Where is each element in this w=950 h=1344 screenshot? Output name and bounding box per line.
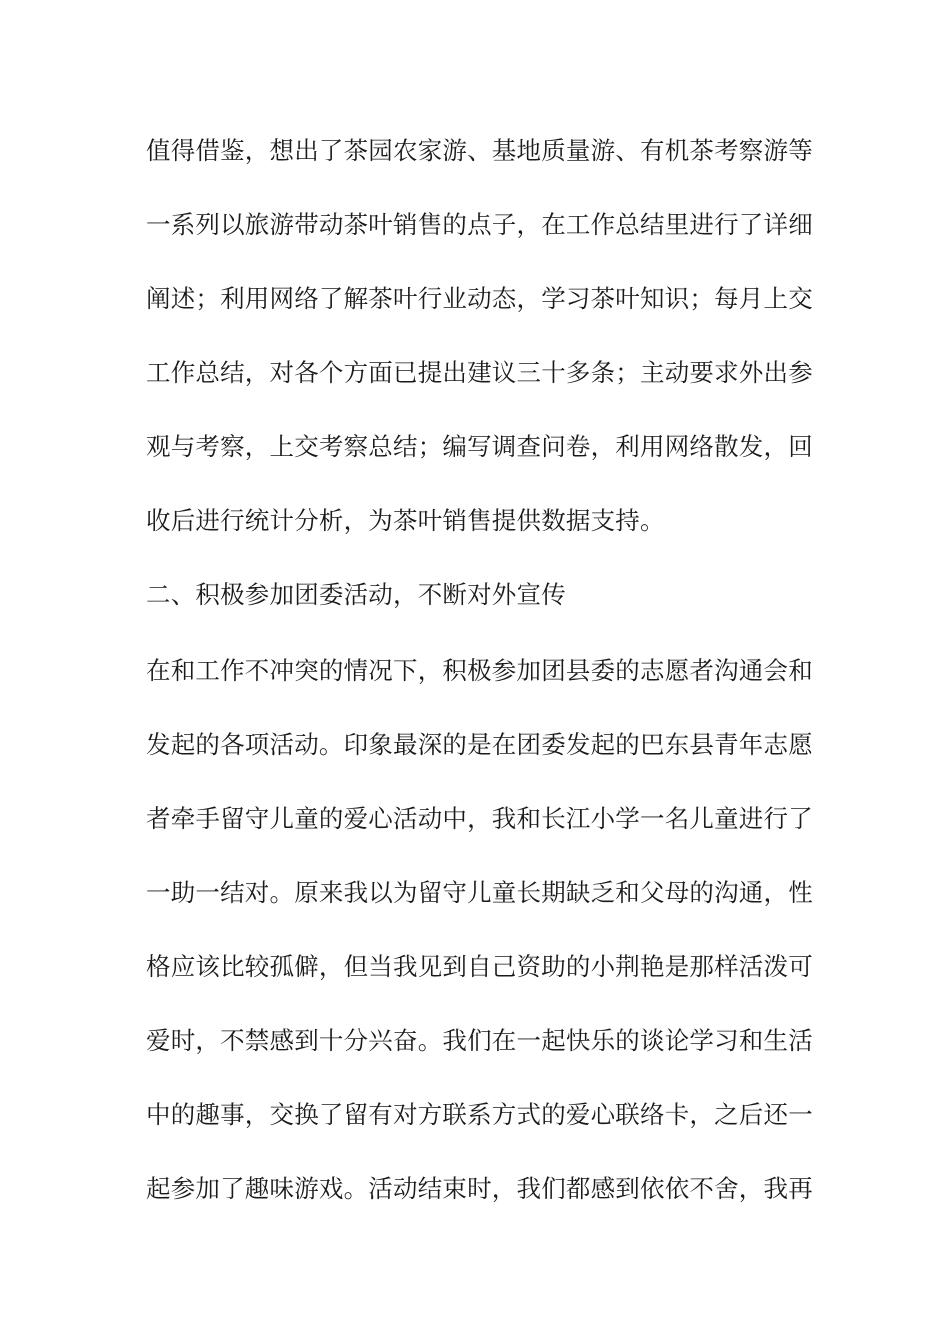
paragraph-1-line-1: 值得借鉴，想出了茶园农家游、基地质量游、有机茶考察游等 bbox=[146, 136, 813, 165]
paragraph-1-line-3: 阐述；利用网络了解茶叶行业动态，学习茶叶知识；每月上交 bbox=[146, 284, 813, 313]
section-heading: 二、积极参加团委活动，不断对外宣传 bbox=[146, 580, 566, 609]
paragraph-2-line-3: 者牵手留守儿童的爱心活动中，我和长江小学一名儿童进行了 bbox=[146, 804, 813, 833]
paragraph-2-line-6: 爱时，不禁感到十分兴奋。我们在一起快乐的谈论学习和生活 bbox=[146, 1026, 813, 1055]
paragraph-2-line-5: 格应该比较孤僻，但当我见到自己资助的小荆艳是那样活泼可 bbox=[146, 952, 813, 981]
paragraph-1-line-4: 工作总结，对各个方面已提出建议三十多条；主动要求外出参 bbox=[146, 358, 813, 387]
paragraph-1-line-2: 一系列以旅游带动茶叶销售的点子，在工作总结里进行了详细 bbox=[146, 210, 813, 239]
paragraph-1-line-6: 收后进行统计分析，为茶叶销售提供数据支持。 bbox=[146, 506, 665, 535]
paragraph-1-line-5: 观与考察，上交考察总结；编写调查问卷，利用网络散发，回 bbox=[146, 432, 813, 461]
paragraph-2-line-8: 起参加了趣味游戏。活动结束时，我们都感到依依不舍，我再 bbox=[146, 1174, 813, 1203]
paragraph-2-line-4: 一助一结对。原来我以为留守儿童长期缺乏和父母的沟通，性 bbox=[146, 878, 813, 907]
paragraph-2-line-7: 中的趣事，交换了留有对方联系方式的爱心联络卡，之后还一 bbox=[146, 1100, 813, 1129]
paragraph-2-line-2: 发起的各项活动。印象最深的是在团委发起的巴东县青年志愿 bbox=[146, 730, 813, 759]
paragraph-2-line-1: 在和工作不冲突的情况下，积极参加团县委的志愿者沟通会和 bbox=[146, 656, 813, 685]
